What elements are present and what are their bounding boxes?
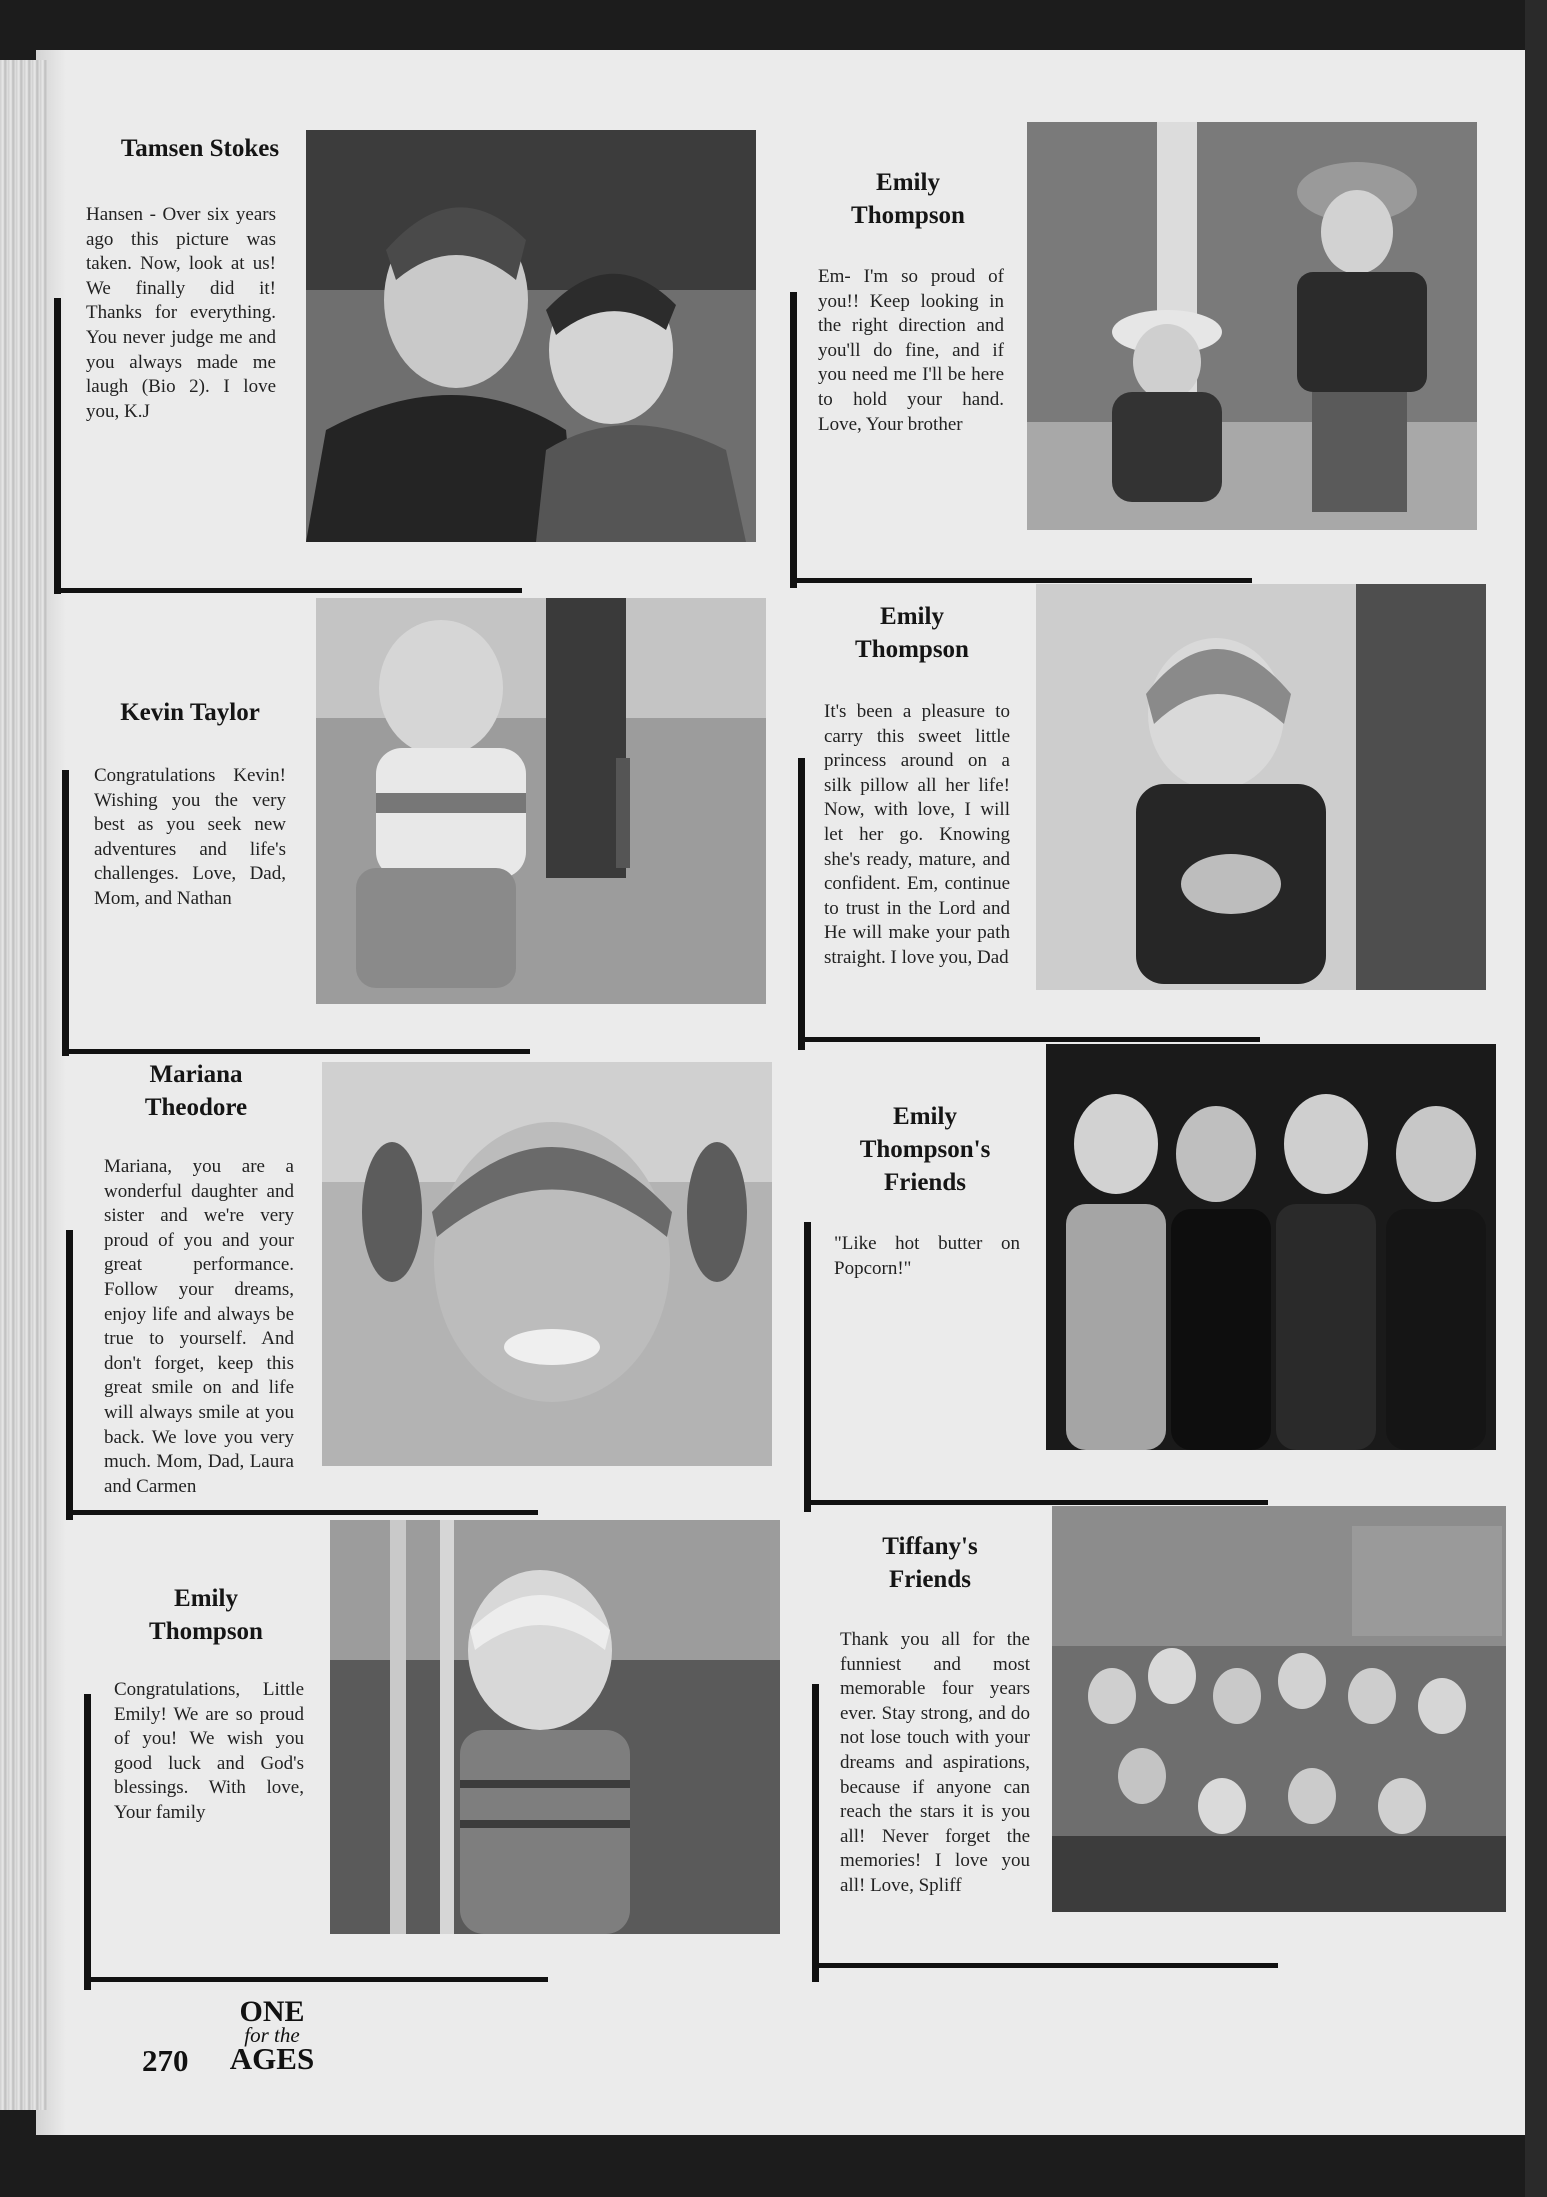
one-for-the-ages-logo — [222, 1995, 322, 2076]
ad-title: Emily Thompson — [851, 169, 965, 229]
ad-frame-vertical — [62, 770, 69, 1056]
two-kids-cowboy-hats-photo — [1027, 122, 1477, 530]
page-edge-shadow — [1525, 0, 1547, 2197]
ad-frame-horizontal — [54, 588, 522, 593]
ad-frame-vertical — [84, 1694, 91, 1990]
ad-message: Mariana, you are a wonderful daughter and sister and we're very proud of you and your great performance. Follow your dreams, enjoy life and always be true to yourself. And don't forget, keep this great smile on and life will always smile at you back. We love you very much. Mom, Dad, Laura and Carmen — [104, 1156, 294, 1497]
page-number: 270 — [142, 2043, 189, 2078]
four-friends-dresses-photo — [1046, 1044, 1496, 1450]
ad-message: "Like hot butter on Popcorn!" — [834, 1233, 1020, 1279]
ad-message: Hansen - Over six years ago this picture was taken. Now, look at us! We finally did it! Thanks for everything. You never judge me and you always made me laugh (Bio 2). I love you, K.J — [86, 204, 276, 422]
ad-title: Tiffany's Friends — [882, 1533, 978, 1593]
ad-frame-horizontal — [798, 1037, 1260, 1042]
toddler-with-fish-photo — [316, 598, 766, 1004]
book-spine — [0, 60, 48, 2110]
ad-message: Em- I'm so proud of you!! Keep looking in the right direction and you'll do fine, and if you need me I'll be here to hold your hand. Love, Your brother — [818, 266, 1004, 435]
toddler-on-swing-photo — [330, 1520, 780, 1934]
logo-line1: ONE — [239, 1995, 305, 2028]
ad-message: Thank you all for the funniest and most memorable four years ever. Stay strong, and do not lose touch with your dreams and aspirations, because if anyone can reach the stars it is you all! Never forget the memories! I love you all! Love, Spliff — [840, 1629, 1030, 1896]
ad-frame-horizontal — [790, 578, 1252, 583]
ad-title: Emily Thompson — [149, 1585, 263, 1645]
ad-frame-horizontal — [66, 1510, 538, 1515]
ad-message: It's been a pleasure to carry this sweet little princess around on a silk pillow all her life! Now, with love, I will let her go. Knowing she's ready, mature, and confident. Em, continue to trust in the Lord and He will make your path straight. I love you, Dad — [824, 701, 1010, 968]
ad-message: Congratulations, Little Emily! We are so proud of you! We wish you good luck and God's blessings. With love, Your family — [114, 1679, 304, 1823]
ad-frame-vertical — [66, 1230, 73, 1520]
ad-frame-horizontal — [804, 1500, 1268, 1505]
logo-line3: AGES — [229, 2041, 315, 2076]
ad-frame-vertical — [812, 1684, 819, 1982]
ad-title: Mariana Theodore — [144, 1061, 248, 1121]
ad-frame-vertical — [790, 292, 797, 588]
ad-message: Congratulations Kevin! Wishing you the very best as you seek new adventures and life's challenges. Love, Dad, Mom, and Nathan — [94, 765, 286, 909]
ad-frame-vertical — [804, 1222, 811, 1512]
ad-title: Emily Thompson — [855, 603, 969, 663]
logo-line2: for the — [244, 2023, 300, 2047]
ad-frame-horizontal — [62, 1049, 530, 1054]
group-of-friends-photo — [1052, 1506, 1506, 1912]
ad-title: Kevin Taylor — [120, 699, 260, 726]
girl-with-bangs-photo — [1036, 584, 1486, 990]
ad-title: Emily Thompson's Friends — [859, 1103, 991, 1196]
girl-pigtails-photo — [322, 1062, 772, 1466]
ad-frame-vertical — [798, 758, 805, 1050]
ad-frame-horizontal — [812, 1963, 1278, 1968]
ad-frame-horizontal — [84, 1977, 548, 1982]
two-girls-outdoors-photo — [306, 130, 756, 542]
ad-frame-vertical — [54, 298, 61, 594]
ad-title: Tamsen Stokes — [120, 135, 280, 162]
